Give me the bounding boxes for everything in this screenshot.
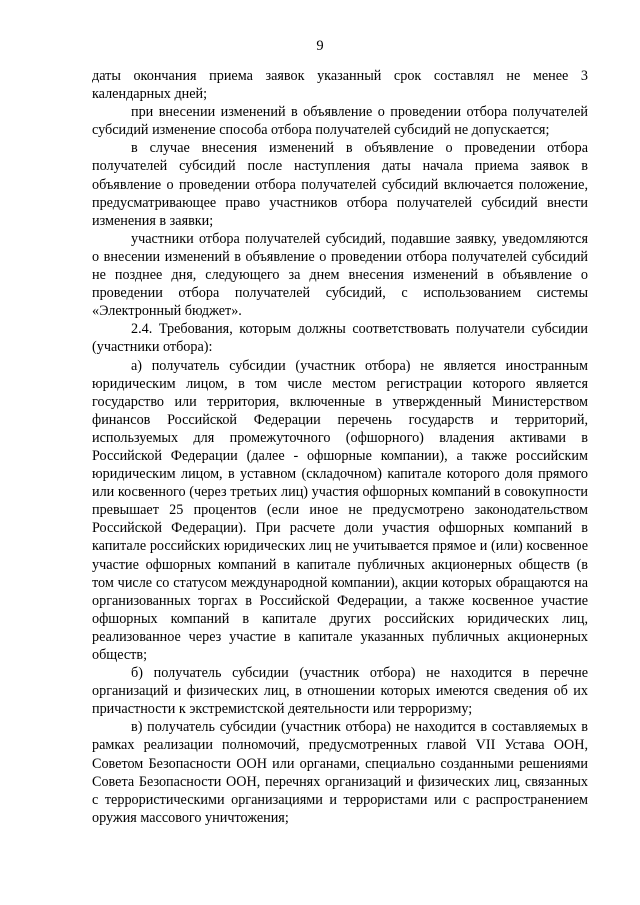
- paragraph-item-b: б) получатель субсидии (участник отбора) не находится в перечне организаций и физических лиц, в отношении которых имеются сведения об их причастности к экстремистской деятельности или терроризму;: [92, 665, 588, 718]
- paragraph-item-a: а) получатель субсидии (участник отбора) не является иностранным юридическим лицом, в том числе местом регистрации которого является государство или территория, включенные в утвержденный Министерством финансов Российской Федерации перечень государств и территорий, используемых для промежуточного (офшорного) владения активами в Российской Федерации (далее - офшорные компании), а также российским юридическим лицом, в уставном (складочном) капитале которого доля прямого или косвенного (через третьих лиц) участия офшорных компаний в совокупности превышает 25 процентов (если иное не предусмотрено законодательством Российской Федерации). При расчете доли участия офшорных компаний в капитале российских юридических лиц не учитывается прямое и (или) косвенное участие офшорных компаний в капитале публичных акционерных обществ (в том числе со статусом международной компании), акции которых обращаются на организованных торгах в Российской Федерации, а также косвенное участие офшорных компаний в капитале других российских юридических лиц, реализованное через участие в капитале указанных публичных акционерных обществ;: [92, 357, 588, 663]
- paragraph-section-2-4: 2.4. Требования, которым должны соответствовать получатели субсидии (участники отбора):: [92, 321, 588, 356]
- paragraph-participant-notification: участники отбора получателей субсидий, подавшие заявку, уведомляются о внесении изменений в объявление о проведении отбора получателей субсидий не позднее дня, следующего за днем внесения изменений в объявление о проведении отбора получателей субсидий, с использованием системы «Электронный бюджет».: [92, 230, 588, 320]
- paragraph-method-change: при внесении изменений в объявление о проведении отбора получателей субсидий изменение способа отбора получателей субсидий не допускается;: [92, 104, 588, 139]
- document-body: [92, 67, 588, 827]
- page-number: 9: [316, 38, 324, 54]
- paragraph-deadline-continuation: даты окончания приема заявок указанный срок составлял не менее 3 календарных дней;: [92, 68, 588, 103]
- paragraph-item-v: в) получатель субсидии (участник отбора) не находится в составляемых в рамках реализации полномочий, предусмотренных главой VII Устава ООН, Советом Безопасности ООН или органами, специально созданными решениями Совета Безопасности ООН, перечнях организаций и физических лиц, связанных с террористическими организациями и террористами или с распространением оружия массового уничтожения;: [92, 719, 588, 826]
- paragraph-amendment-rights: в случае внесения изменений в объявление о проведении отбора получателей субсидий после наступления даты начала приема заявок в объявление о проведении отбора получателей субсидий включается положение, предусматривающее право участников отбора получателей субсидий внести изменения в заявки;: [92, 140, 588, 229]
